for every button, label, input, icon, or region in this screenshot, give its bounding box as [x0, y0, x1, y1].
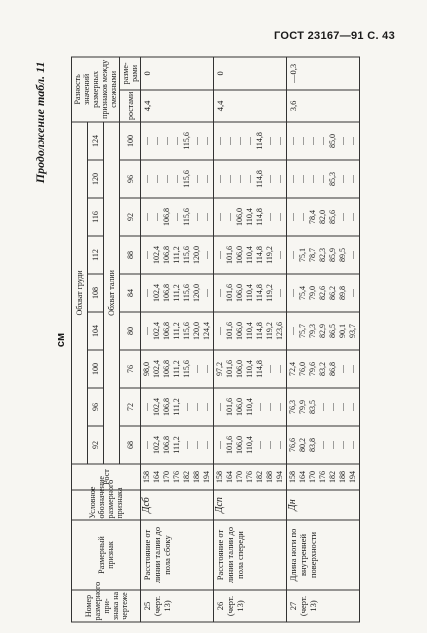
measurement-value: —	[265, 365, 274, 373]
size-column-values	[141, 350, 214, 388]
measurement-value: 111,2	[172, 246, 181, 264]
height-value: 188	[265, 471, 274, 483]
page-header: ГОСТ 23167—91 С. 43	[274, 30, 395, 42]
measurement-value: —	[275, 251, 284, 259]
header-name: Размерный признак	[72, 520, 141, 590]
size-column-values	[214, 122, 287, 160]
measurement-value: 85,9	[328, 248, 337, 262]
measurement-value: 111,2	[172, 398, 181, 416]
measurement-value: —	[162, 175, 171, 183]
measurement-value: —	[202, 403, 211, 411]
measurement-value: —	[288, 213, 297, 221]
measurement-value: 106,0	[235, 246, 244, 264]
measurement-value: 115,6	[182, 246, 191, 264]
measurement-value: 101,6	[225, 436, 234, 454]
size-column-values	[214, 236, 287, 274]
diff-heights-value: 4,4	[214, 90, 287, 122]
header-diff-heights: ростами	[120, 90, 141, 122]
measurement-value: 114,8	[255, 132, 264, 150]
measurement-value: 93,7	[348, 324, 357, 338]
size-column-values	[287, 350, 360, 388]
measurement-value: —	[142, 403, 151, 411]
measurement-value: 114,8	[255, 322, 264, 340]
header-waist: 68	[120, 426, 141, 464]
measurement-value: 114,8	[255, 208, 264, 226]
size-column-values	[141, 122, 214, 160]
table-row	[287, 57, 360, 622]
measurement-value: 111,2	[172, 436, 181, 454]
diff-sizes-value: 0	[141, 57, 214, 90]
measurement-value: 106,0	[235, 322, 244, 340]
table-body	[141, 57, 360, 622]
measurement-value: —	[308, 136, 317, 145]
measurement-value: 106,8	[162, 284, 171, 302]
measurement-value: —	[328, 441, 337, 449]
measurement-value: 89,5	[338, 248, 347, 262]
measurement-value: 102,4	[152, 322, 161, 340]
measurement-value: 75,1	[298, 248, 307, 262]
table-header	[72, 57, 141, 622]
measurement-value: —	[308, 175, 317, 183]
measurement-value: —	[318, 403, 327, 411]
measurement-value: 75,7	[298, 324, 307, 338]
measurement-value: —	[265, 175, 274, 183]
header-hip: 104	[88, 312, 104, 350]
measurement-value: —	[348, 365, 357, 373]
measurement-value: 80,2	[298, 438, 307, 452]
measurement-value: —	[328, 403, 337, 411]
measurement-value: —	[215, 327, 224, 335]
measurement-value: 115,6	[182, 208, 191, 226]
size-column-values	[287, 198, 360, 236]
measurement-value: —	[162, 136, 171, 145]
measurement-value: 86,5	[328, 324, 337, 338]
measurement-value: 82,3	[318, 248, 327, 262]
measurement-value: —	[215, 251, 224, 259]
measurement-value: 75,4	[298, 286, 307, 300]
measurement-value: —	[142, 289, 151, 297]
height-value: 188	[338, 471, 347, 483]
header-hip: 124	[88, 122, 104, 160]
height-values	[214, 464, 287, 490]
diff-heights-value: 3,6	[287, 90, 360, 122]
measurement-value: —	[348, 289, 357, 297]
size-column-values	[214, 426, 287, 464]
measurement-value: —	[192, 365, 201, 373]
measurement-value: —	[338, 441, 347, 449]
table-row	[141, 57, 214, 622]
header-diff-sizes: размерами	[120, 57, 141, 90]
measurement-value: 114,8	[255, 170, 264, 188]
height-value: 158	[142, 471, 151, 483]
measurement-value: 106,0	[235, 436, 244, 454]
measurement-value: —	[215, 136, 224, 145]
measurement-value: 115,6	[182, 170, 191, 188]
height-values	[141, 464, 214, 490]
measurement-value: —	[348, 403, 357, 411]
size-column-values	[214, 350, 287, 388]
size-column-values	[287, 160, 360, 198]
measurement-value: —	[202, 136, 211, 145]
measurement-value: 110,4	[245, 398, 254, 416]
header-waist: 72	[120, 388, 141, 426]
measurement-value: —	[202, 365, 211, 373]
measurement-value: 111,2	[172, 322, 181, 340]
size-column-values	[287, 312, 360, 350]
height-value: 170	[162, 471, 171, 483]
feature-symbol: Дсб	[141, 490, 214, 520]
size-column-values	[287, 236, 360, 274]
measurement-value: 79,9	[298, 400, 307, 414]
continuation-label: Продолжение табл. 11	[33, 61, 47, 184]
measurement-value: —	[265, 213, 274, 221]
measurement-value: 82,6	[318, 286, 327, 300]
measurement-value: —	[275, 441, 284, 449]
measurement-value: —	[142, 213, 151, 221]
measurement-value: —	[192, 213, 201, 221]
size-column-values	[287, 274, 360, 312]
measurement-value: 106,0	[235, 398, 244, 416]
measurement-value: 85,6	[328, 210, 337, 224]
row-number	[141, 590, 214, 622]
size-column-values	[141, 426, 214, 464]
measurement-value: 106,0	[235, 208, 244, 226]
header-waist-group: Обхват талии	[104, 122, 120, 464]
measurement-value: 111,2	[172, 284, 181, 302]
row-drawing-ref: (черт. 13)	[298, 595, 318, 617]
measurement-value: —	[245, 175, 254, 183]
feature-symbol: Дсп	[214, 490, 287, 520]
measurement-value: 120,0	[192, 246, 201, 264]
height-value: 164	[152, 471, 161, 483]
feature-name: Расстояние от линии талии до пола спереди	[214, 520, 287, 590]
measurement-value: —	[142, 441, 151, 449]
measurement-value: 76,0	[298, 362, 307, 376]
measurement-value: —	[235, 136, 244, 145]
header-num: Номер размерного признака на чертеже	[72, 590, 141, 622]
measurement-value: 83,2	[318, 362, 327, 376]
size-column-values	[141, 198, 214, 236]
measurement-value: 111,2	[172, 360, 181, 378]
height-value: 176	[245, 471, 254, 483]
measurement-value: 110,4	[245, 246, 254, 264]
measurement-value: —	[265, 403, 274, 411]
measurement-value: 98,0	[142, 362, 151, 376]
measurement-value: —	[182, 403, 191, 411]
feature-symbol: Дн	[287, 490, 360, 520]
measurement-value: —	[172, 136, 181, 145]
measurement-value: —	[192, 403, 201, 411]
measurement-value: —	[215, 213, 224, 221]
measurement-value: —	[348, 251, 357, 259]
measurement-value: 76,6	[288, 438, 297, 452]
measurement-value: —	[318, 441, 327, 449]
measurement-value: 115,6	[182, 322, 191, 340]
size-column-values	[141, 274, 214, 312]
size-column-values	[141, 388, 214, 426]
measurement-value: —	[172, 175, 181, 183]
measurement-value: —	[288, 327, 297, 335]
header-waist: 80	[120, 312, 141, 350]
unit-label: см	[55, 332, 67, 348]
measurement-value: 110,4	[245, 284, 254, 302]
measurement-value: —	[348, 213, 357, 221]
height-value: 176	[172, 471, 181, 483]
measurement-value: —	[202, 441, 211, 449]
height-values	[287, 464, 360, 490]
measurement-value: —	[202, 175, 211, 183]
measurement-value: 101,6	[225, 284, 234, 302]
measurement-value: —	[255, 441, 264, 449]
header-waist: 92	[120, 198, 141, 236]
measurement-value: 102,4	[152, 284, 161, 302]
measurement-value: 97,2	[215, 362, 224, 376]
measurement-value: —	[265, 441, 274, 449]
header-hip: 92	[88, 426, 104, 464]
measurement-value: —	[298, 136, 307, 145]
feature-name: Расстояние от линии талии до пола сбоку	[141, 520, 214, 590]
measurement-value: 106,8	[162, 360, 171, 378]
measurement-value: 76,3	[288, 400, 297, 414]
measurement-value: 106,8	[162, 208, 171, 226]
measurement-value: 119,2	[265, 246, 274, 264]
measurement-value: —	[275, 175, 284, 183]
row-number	[287, 590, 360, 622]
measurement-value: —	[192, 175, 201, 183]
measurement-value: 114,8	[255, 284, 264, 302]
measurement-value: 119,2	[265, 284, 274, 302]
measurement-value: 85,0	[328, 133, 337, 148]
measurement-value: 106,8	[162, 398, 171, 416]
row-number-value: 26	[215, 601, 225, 611]
measurement-value: 106,8	[162, 246, 171, 264]
measurement-value: —	[318, 136, 327, 145]
size-column-values	[214, 312, 287, 350]
measurement-value: —	[142, 136, 151, 145]
height-value: 164	[298, 471, 307, 483]
height-value: 182	[182, 471, 191, 483]
measurement-value: 101,6	[225, 398, 234, 416]
measurement-value: 85,3	[328, 172, 337, 186]
measurement-value: —	[202, 251, 211, 259]
measurement-value: —	[215, 441, 224, 449]
size-column-values	[287, 426, 360, 464]
size-column-values	[141, 236, 214, 274]
measurement-value: —	[288, 175, 297, 183]
header-symbol: Условное обозначение размерного признака	[72, 490, 141, 520]
measurement-value: —	[202, 213, 211, 221]
measurement-value: —	[298, 175, 307, 183]
measurement-value: —	[348, 136, 357, 145]
header-hip: 116	[88, 198, 104, 236]
measurement-value: —	[288, 251, 297, 259]
measurement-value: 102,4	[152, 246, 161, 264]
measurement-value: —	[142, 327, 151, 335]
height-value: 182	[255, 471, 264, 483]
measurement-value: 106,0	[235, 284, 244, 302]
measurement-value: —	[215, 403, 224, 411]
height-value: 194	[202, 471, 211, 483]
measurement-value: —	[215, 175, 224, 183]
measurement-value: —	[338, 365, 347, 373]
measurement-value: —	[298, 213, 307, 221]
measurement-value: 115,6	[182, 132, 191, 150]
measurement-value: 78,4	[308, 210, 317, 224]
measurement-value: 115,6	[182, 360, 191, 378]
measurement-value: 119,2	[265, 322, 274, 340]
header-diff-group: Разность значений размерных признаков между смежными	[72, 57, 120, 122]
measurement-value: —	[192, 441, 201, 449]
measurement-value: 120,0	[192, 284, 201, 302]
size-column-values	[141, 312, 214, 350]
header-hip: 108	[88, 274, 104, 312]
measurement-value: 120,0	[192, 322, 201, 340]
measurement-value: 102,4	[152, 398, 161, 416]
measurement-value: 110,4	[245, 436, 254, 454]
header-hip: 120	[88, 160, 104, 198]
measurement-value: —	[152, 213, 161, 221]
measurement-value: —	[215, 289, 224, 297]
diff-sizes-value: 0	[214, 57, 287, 90]
height-value: 158	[215, 471, 224, 483]
measurement-value: 79,0	[308, 286, 317, 300]
row-number-value: 25	[142, 601, 152, 611]
diff-sizes-value: —0,3	[287, 57, 360, 90]
measurement-value: —	[152, 136, 161, 145]
height-value: 158	[288, 471, 297, 483]
measurement-value: 82,0	[318, 210, 327, 224]
diff-heights-value: 4,4	[141, 90, 214, 122]
measurement-value: 115,6	[182, 284, 191, 302]
size-column-values	[214, 160, 287, 198]
size-column-values	[141, 160, 214, 198]
measurement-value: 101,6	[225, 246, 234, 264]
measurement-value: —	[235, 175, 244, 183]
feature-name: Длина ноги по внутренней поверхности	[287, 520, 360, 590]
header-waist: 84	[120, 274, 141, 312]
measurement-value: —	[275, 403, 284, 411]
measurement-value: —	[275, 289, 284, 297]
header-waist: 96	[120, 160, 141, 198]
height-value: 194	[348, 471, 357, 483]
measurement-value: —	[275, 365, 284, 373]
measurement-value: —	[275, 213, 284, 221]
measurement-value: —	[142, 175, 151, 183]
header-hip: 100	[88, 350, 104, 388]
measurement-value: —	[348, 441, 357, 449]
measurement-value: 72,4	[288, 362, 297, 376]
height-value: 194	[275, 471, 284, 483]
measurement-value: —	[152, 175, 161, 183]
measurement-value: 101,6	[225, 360, 234, 378]
size-table	[71, 56, 360, 622]
header-waist: 88	[120, 236, 141, 274]
header-height: Рост	[72, 464, 141, 490]
measurement-value: —	[338, 136, 347, 145]
measurement-value: 83,8	[308, 438, 317, 452]
measurement-value: 90,1	[338, 324, 347, 338]
measurement-value: —	[172, 213, 181, 221]
header-hip-group: Обхват груди	[72, 122, 88, 464]
measurement-value: —	[338, 403, 347, 411]
height-value: 182	[328, 471, 337, 483]
measurement-value: 78,7	[308, 248, 317, 262]
measurement-value: —	[338, 175, 347, 183]
measurement-value: —	[265, 136, 274, 145]
measurement-value: —	[245, 136, 254, 145]
size-column-values	[287, 388, 360, 426]
header-waist: 76	[120, 350, 141, 388]
measurement-value: 124,4	[202, 322, 211, 340]
size-column-values	[214, 198, 287, 236]
measurement-value: 86,8	[328, 362, 337, 376]
size-column-values	[287, 122, 360, 160]
header-waist: 100	[120, 122, 141, 160]
height-value: 164	[225, 471, 234, 483]
rotated-table-area	[33, 58, 393, 623]
measurement-value: —	[338, 213, 347, 221]
measurement-value: 110,4	[245, 208, 254, 226]
measurement-value: —	[255, 403, 264, 411]
height-value: 170	[308, 471, 317, 483]
table-row	[214, 57, 287, 622]
measurement-value: —	[288, 289, 297, 297]
measurement-value: 101,6	[225, 322, 234, 340]
measurement-value: —	[182, 441, 191, 449]
measurement-value: —	[348, 175, 357, 183]
measurement-value: —	[318, 175, 327, 183]
measurement-value: —	[225, 213, 234, 221]
measurement-value: —	[142, 251, 151, 259]
header-hip: 112	[88, 236, 104, 274]
height-value: 188	[192, 471, 201, 483]
measurement-value: 106,8	[162, 322, 171, 340]
measurement-value: 82,9	[318, 324, 327, 338]
header-hip: 96	[88, 388, 104, 426]
measurement-value: 102,4	[152, 436, 161, 454]
measurement-value: —	[225, 136, 234, 145]
height-value: 176	[318, 471, 327, 483]
measurement-value: —	[275, 136, 284, 145]
measurement-value: 102,4	[152, 360, 161, 378]
measurement-value: —	[225, 175, 234, 183]
row-number-value: 27	[288, 601, 298, 611]
measurement-value: 110,4	[245, 322, 254, 340]
row-drawing-ref: (черт. 13)	[225, 595, 245, 617]
row-number	[214, 590, 287, 622]
measurement-value: 123,6	[275, 322, 284, 340]
size-column-values	[214, 388, 287, 426]
size-column-values	[214, 274, 287, 312]
measurement-value: 114,8	[255, 246, 264, 264]
measurement-value: 106,8	[162, 436, 171, 454]
measurement-value: 83,5	[308, 400, 317, 414]
measurement-value: 110,4	[245, 360, 254, 378]
measurement-value: 79,6	[308, 362, 317, 376]
measurement-value: 89,8	[338, 286, 347, 300]
measurement-value: 79,3	[308, 324, 317, 338]
row-drawing-ref: (черт. 13)	[152, 595, 172, 617]
height-value: 170	[235, 471, 244, 483]
measurement-value: 86,2	[328, 286, 337, 300]
measurement-value: 114,8	[255, 360, 264, 378]
measurement-value: —	[192, 136, 201, 145]
measurement-value: —	[202, 289, 211, 297]
measurement-value: 106,0	[235, 360, 244, 378]
measurement-value: —	[288, 136, 297, 145]
